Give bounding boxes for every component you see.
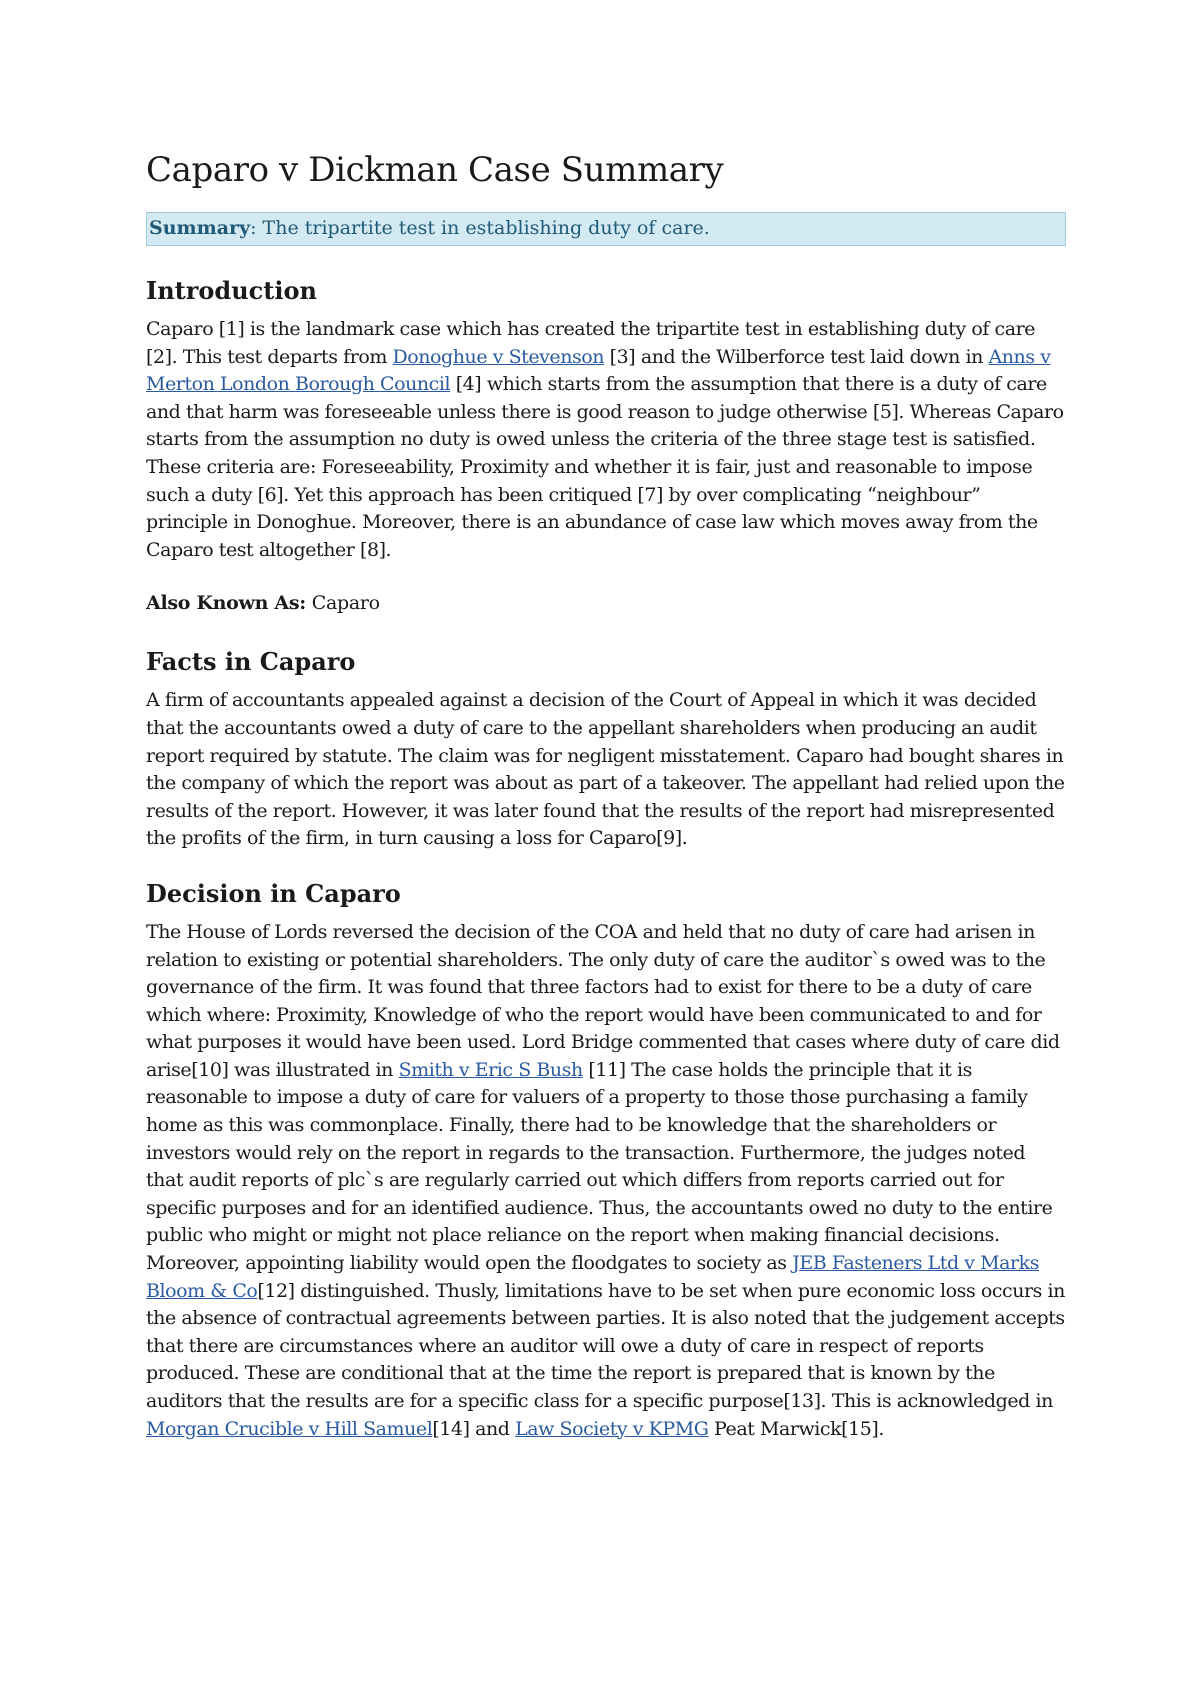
also-known-as — [146, 590, 1066, 617]
intro-text-2: [3] and the Wilberforce test laid down in — [604, 345, 989, 368]
introduction-paragraph — [146, 316, 1066, 564]
also-known-as-label: Also Known As: — [146, 592, 306, 615]
summary-label: Summary — [149, 217, 251, 239]
decision-paragraph — [146, 919, 1066, 1443]
intro-text-3: [4] which starts from the assumption that there is a duty of care and that harm was foreseeable unless there is good reason to judge otherwise [5]. Whereas Caparo starts from the assumption no duty is owed unless the criteria of the three stage test is satisfied. These criteria are: Foreseeability, Proximity and whether it is fair, just and reasonable to impose such a duty [6]. Yet this approach has been critiqued [7] by over complicating “neighbour” principle in Donoghue. Moreover, there is an abundance of case law which moves away from the Caparo test altogether [8]. — [146, 373, 1064, 561]
decision-section — [146, 879, 1066, 1443]
introduction-heading: Introduction — [146, 276, 317, 305]
decision-text-2: [11] The case holds the principle that it is reasonable to impose a duty of care for valuers of a property to those those purchasing a family home as this was commonplace. Finally, there had to be knowledge that the shareholders or investors would rely on the report in regards to the transaction. Furthermore, the judges noted that audit reports of plc`s are regularly carried out which differs from reports carried out for specific purposes and for an identified audience. Thus, the accountants owed no duty to the entire public who might or might not place reliance on the report when making financial decisions. Moreover, appointing liability would open the floodgates to society as — [146, 1058, 1053, 1275]
summary-box — [146, 212, 1066, 246]
link-donoghue-v-stevenson[interactable]: Donoghue v Stevenson — [392, 345, 605, 368]
decision-text-5: Peat Marwick[15]. — [708, 1417, 884, 1440]
link-smith-v-eric-s-bush[interactable]: Smith v Eric S Bush — [398, 1058, 583, 1081]
link-morgan-crucible[interactable]: Morgan Crucible v Hill Samuel — [146, 1417, 433, 1440]
decision-text-1: The House of Lords reversed the decision of the COA and held that no duty of care had arisen in relation to existing or potential shareholders. The only duty of care the auditor`s owed was to the governance of the firm. It was found that three factors had to exist for there to be a duty of care which where: Proximity, Knowledge of who the report would have been communicated to and for what purposes it would have been used. Lord Bridge commented that cases where duty of care did arise[10] was illustrated in — [146, 920, 1060, 1081]
intro-text-1: Caparo [1] is the landmark case which has created the tripartite test in establishing duty of care [2]. This test departs from — [146, 318, 1036, 368]
introduction-section — [146, 276, 1066, 564]
facts-section — [146, 647, 1066, 853]
link-jeb-fasteners[interactable]: JEB Fasteners Ltd v Marks Bloom & Co — [146, 1252, 1040, 1302]
summary-text: : The tripartite test in establishing duty of care. — [250, 217, 710, 239]
also-known-as-value: Caparo — [305, 592, 380, 615]
decision-text-4: [14] and — [432, 1417, 516, 1440]
decision-text-3: [12] distinguished. Thusly, limitations have to be set when pure economic loss occurs in the absence of contractual agreements between parties. It is also noted that the judgement accepts that there are circumstances where an auditor will owe a duty of care in respect of reports produced. These are conditional that at the time the report is prepared that is known by the auditors that the results are for a specific class for a specific purpose[13]. This is acknowledged in — [146, 1279, 1065, 1412]
facts-paragraph: A firm of accountants appealed against a decision of the Court of Appeal in which it was decided that the accountants owed a duty of care to the appellant shareholders when producing an audit report required by statute. The claim was for negligent misstatement. Caparo had bought shares in the company of which the report was about as part of a takeover. The appellant had relied upon the results of the report. However, it was later found that the results of the report had misrepresented the profits of the firm, in turn causing a loss for Caparo[9]. — [146, 689, 1065, 850]
decision-heading: Decision in Caparo — [146, 878, 401, 908]
link-anns-v-merton[interactable]: Anns v Merton London Borough Council — [146, 345, 1051, 396]
document-page — [146, 148, 1066, 1469]
page-title: Caparo v Dickman Case Summary — [146, 150, 724, 190]
link-law-society-v-kpmg[interactable]: Law Society v KPMG — [515, 1417, 709, 1440]
facts-heading: Facts in Caparo — [146, 647, 356, 677]
